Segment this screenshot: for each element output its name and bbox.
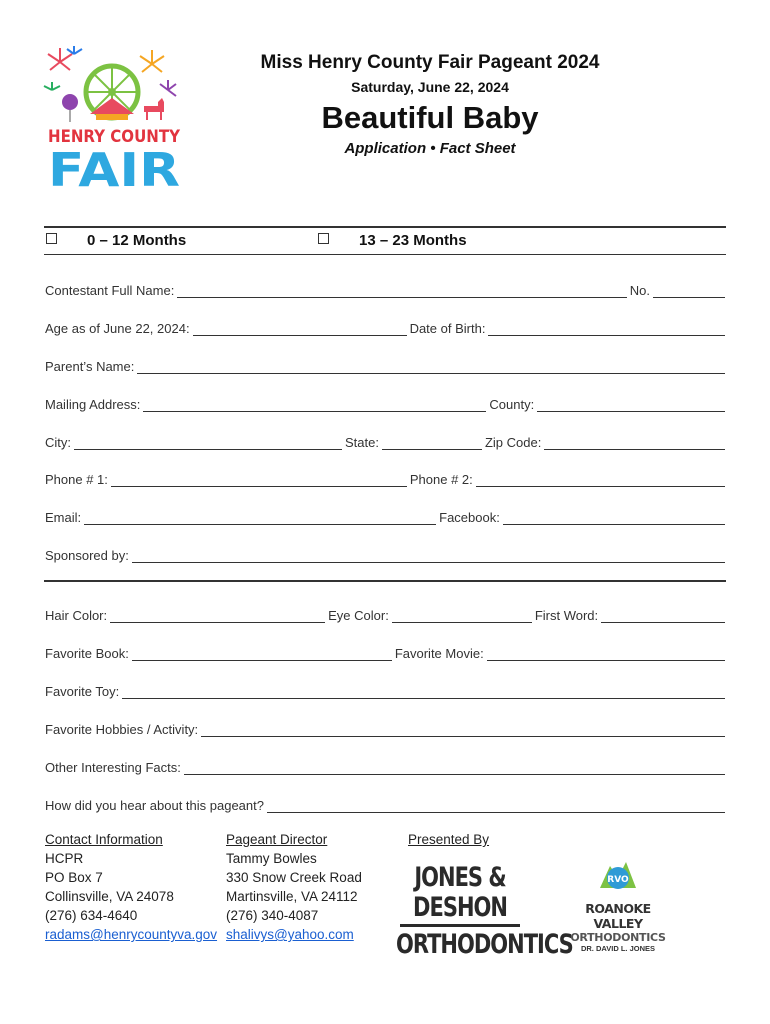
category-title: Beautiful Baby (321, 100, 539, 135)
email-field[interactable] (84, 510, 436, 525)
pageant-date: Saturday, June 22, 2024 (351, 79, 509, 95)
director-title: Pageant Director (226, 832, 328, 847)
label-sponsored-by: Sponsored by: (45, 548, 129, 563)
label-other-facts: Other Interesting Facts: (45, 760, 181, 775)
director-address2: Martinsville, VA 24112 (226, 889, 358, 904)
divider-age (44, 254, 726, 255)
favorite-hobbies-field[interactable] (201, 722, 725, 737)
director-email-link[interactable]: shalivys@yahoo.com (226, 927, 354, 942)
goat-icon (144, 98, 164, 120)
how-did-you-hear-field[interactable] (267, 798, 725, 813)
checkbox-icon[interactable] (46, 233, 57, 244)
roanoke-valley-name: ROANOKE VALLEY (585, 901, 651, 931)
age-option-13-23[interactable] (318, 232, 467, 249)
label-city: City: (45, 435, 71, 450)
label-state: State: (345, 435, 379, 450)
row-facts (45, 755, 725, 775)
row-email (45, 505, 725, 525)
state-field[interactable] (382, 435, 482, 450)
label-favorite-toy: Favorite Toy: (45, 684, 120, 699)
zip-field[interactable] (544, 435, 725, 450)
jones-deshon-logo (396, 862, 573, 959)
label-facebook: Facebook: (439, 510, 500, 525)
row-toy (45, 679, 725, 699)
mountain-badge-icon (598, 858, 638, 894)
label-phone2: Phone # 2: (409, 472, 473, 487)
row-hear (45, 793, 725, 813)
balloon-icon (62, 94, 78, 110)
phone1-field[interactable] (111, 472, 407, 487)
label-hair-color: Hair Color: (45, 608, 108, 623)
label-eye-color: Eye Color: (328, 608, 389, 623)
label-county: County: (489, 397, 535, 412)
age-option-0-12[interactable] (46, 232, 186, 249)
favorite-toy-field[interactable] (122, 684, 725, 699)
row-contestant (45, 278, 725, 298)
henry-county-fair-logo (40, 44, 188, 190)
county-field[interactable] (537, 397, 725, 412)
fireworks-icon (44, 46, 176, 96)
row-colors (45, 603, 725, 623)
label-email: Email: (45, 510, 82, 525)
form-subtitle: Application • Fact Sheet (344, 140, 516, 157)
contact-information (45, 830, 217, 944)
mailing-address-field[interactable] (143, 397, 486, 412)
other-facts-field[interactable] (184, 760, 725, 775)
row-city (45, 430, 725, 450)
age-option-label: 13 – 23 Months (359, 232, 467, 249)
director-address1: 330 Snow Creek Road (226, 870, 362, 885)
contact-phone: (276) 634-4640 (45, 908, 138, 923)
label-zip: Zip Code: (484, 435, 542, 450)
sponsored-by-field[interactable] (132, 548, 725, 563)
favorite-movie-field[interactable] (487, 646, 725, 661)
row-book-movie (45, 641, 725, 661)
row-sponsored (45, 543, 725, 563)
favorite-book-field[interactable] (132, 646, 392, 661)
roanoke-valley-logo (565, 858, 671, 953)
label-favorite-hobbies: Favorite Hobbies / Activity: (45, 722, 199, 737)
rvo-badge-text: RVO (607, 875, 629, 885)
roanoke-valley-orthodontics: ORTHODONTICS (570, 931, 666, 944)
label-phone1: Phone # 1: (45, 472, 108, 487)
hair-color-field[interactable] (110, 608, 325, 623)
age-field[interactable] (193, 321, 407, 336)
row-age-dob (45, 316, 725, 336)
contact-address2: Collinsville, VA 24078 (45, 889, 174, 904)
contestant-number-field[interactable] (653, 283, 725, 298)
row-parent (45, 354, 725, 374)
age-option-label: 0 – 12 Months (87, 232, 187, 249)
parent-name-field[interactable] (137, 359, 725, 374)
roanoke-valley-doctor: DR. DAVID L. JONES (580, 944, 656, 953)
row-phone (45, 467, 725, 487)
pageant-director (226, 830, 362, 944)
label-mailing-address: Mailing Address: (45, 397, 141, 412)
label-how-did-you-hear: How did you hear about this pageant? (45, 798, 264, 813)
label-age: Age as of June 22, 2024: (45, 321, 190, 336)
logo-text-henry-county: HENRY COUNTY (48, 127, 181, 147)
presented-by-title: Presented By (408, 832, 490, 847)
contact-email-link[interactable]: radams@henrycountyva.gov (45, 927, 218, 942)
row-hobbies (45, 717, 725, 737)
director-name: Tammy Bowles (226, 851, 317, 866)
pageant-title: Miss Henry County Fair Pageant 2024 (260, 52, 600, 73)
presented-by (408, 830, 489, 849)
label-first-word: First Word: (534, 608, 599, 623)
contact-org: HCPR (45, 851, 84, 866)
label-contestant-name: Contestant Full Name: (45, 283, 175, 298)
divider-top (44, 226, 726, 228)
jones-deshon-divider (400, 924, 520, 927)
jones-deshon-orthodontics: ORTHODONTICS (396, 929, 573, 959)
city-field[interactable] (74, 435, 342, 450)
divider-middle (44, 580, 726, 582)
phone2-field[interactable] (476, 472, 725, 487)
dob-field[interactable] (488, 321, 725, 336)
eye-color-field[interactable] (392, 608, 532, 623)
contact-address1: PO Box 7 (45, 870, 103, 885)
label-number: No. (629, 283, 650, 298)
checkbox-icon[interactable] (318, 233, 329, 244)
director-phone: (276) 340-4087 (226, 908, 319, 923)
first-word-field[interactable] (601, 608, 725, 623)
row-mailing (45, 392, 725, 412)
contestant-name-field[interactable] (177, 283, 626, 298)
label-dob: Date of Birth: (409, 321, 486, 336)
label-favorite-book: Favorite Book: (45, 646, 129, 661)
label-parent-name: Parent’s Name: (45, 359, 135, 374)
jones-deshon-name: JONES & DESHON (413, 862, 507, 922)
facebook-field[interactable] (503, 510, 725, 525)
logo-text-fair: FAIR (48, 143, 180, 190)
label-favorite-movie: Favorite Movie: (394, 646, 484, 661)
contact-title: Contact Information (45, 832, 163, 847)
